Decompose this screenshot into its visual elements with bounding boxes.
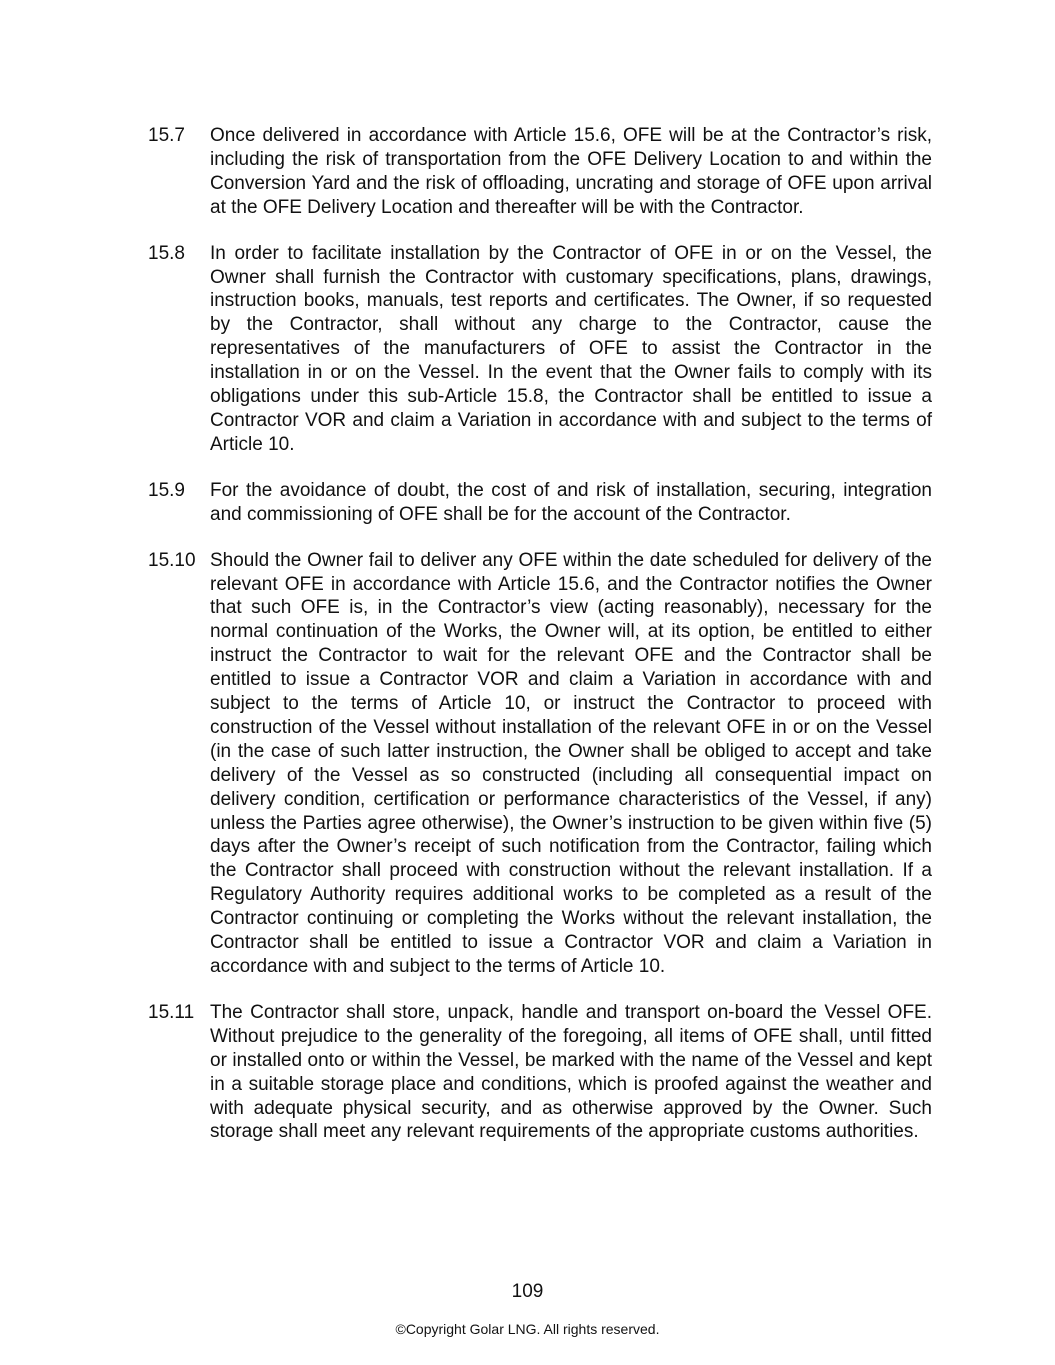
clause-15-9 [148, 479, 932, 527]
clause-number: 15.11 [148, 1001, 195, 1023]
clause-number: 15.9 [148, 479, 185, 501]
clause-15-10 [148, 549, 932, 979]
clause-15-11 [148, 1001, 932, 1144]
copyright-notice: ©Copyright Golar LNG. All rights reserved. [395, 1321, 660, 1337]
clause-list [148, 124, 932, 1166]
clause-15-7 [148, 124, 932, 220]
clause-number: 15.8 [148, 242, 185, 264]
clause-text: For the avoidance of doubt, the cost of and risk of installation, securing, integration and commissioning of OFE shall be for the account of the Contractor. [210, 479, 932, 525]
clause-text: Once delivered in accordance with Article 15.6, OFE will be at the Contractor’s risk, including the risk of transportation from the OFE Delivery Location to and within the Conversion Yard and the risk of offloading, uncrating and storage of OFE upon arrival at the OFE Delivery Location and thereafter will be with the Contractor. [210, 125, 932, 218]
clause-number: 15.7 [148, 125, 185, 146]
page-number: 109 [511, 1281, 544, 1302]
clause-text: The Contractor shall store, unpack, handle and transport on-board the Vessel OFE. Without prejudice to the generality of the foregoing, all items of OFE shall, until fitted or installed onto or within the Vessel, be marked with the name of the Vessel and kept in a suitable storage place and conditions, which is proofed against the weather and with adequate physical security, and as otherwise approved by the Owner. Such storage shall meet any relevant requirements of the appropriate customs authorities. [210, 1001, 932, 1143]
clause-text: In order to facilitate installation by the Contractor of OFE in or on the Vessel, the Owner shall furnish the Contractor with customary specifications, plans, drawings, instruction books, manuals, test reports and certificates. The Owner, if so requested by the Contractor, shall without any charge to the Contractor, cause the representatives of the manufacturers of OFE to assist the Contractor in the installation in or on the Vessel. In the event that the Owner fails to comply with its obligations under this sub-Article 15.8, the Contractor shall be entitled to issue a Contractor VOR and claim a Variation in accordance with and subject to the terms of Article 10. [210, 242, 932, 455]
clause-15-8 [148, 242, 932, 457]
clause-text: Should the Owner fail to deliver any OFE within the date scheduled for delivery of the relevant OFE in accordance with Article 15.6, and the Contractor notifies the Owner that such OFE is, in the Contractor’s view (acting reasonably), necessary for the normal continuation of the Works, the Owner will, at its option, be entitled to either instruct the Contractor to wait for the relevant OFE and the Contractor shall be entitled to issue a Contractor VOR and claim a Variation in accordance with and subject to the terms of Article 10, or instruct the Contractor to proceed with construction of the Vessel without installation of the relevant OFE in or on the Vessel (in the case of such latter instruction, the Owner shall be obliged to accept and take delivery of the Vessel as so constructed (including all consequential impact on delivery condition, certification or performance characteristics of the Vessel, if any) unless the Parties agree otherwise), the Owner’s instruction to be given within five (5) days after the Owner’s receipt of such notification from the Contractor, failing which the Contractor shall proceed with construction without the relevant installation. If a Regulatory Authority requires additional works to be completed as a result of the Contractor continuing or completing the Works without the relevant installation, the Contractor shall be entitled to issue a Contractor VOR and claim a Variation in accordance with and subject to the terms of Article 10. [210, 549, 932, 977]
clause-number: 15.10 [148, 549, 196, 571]
